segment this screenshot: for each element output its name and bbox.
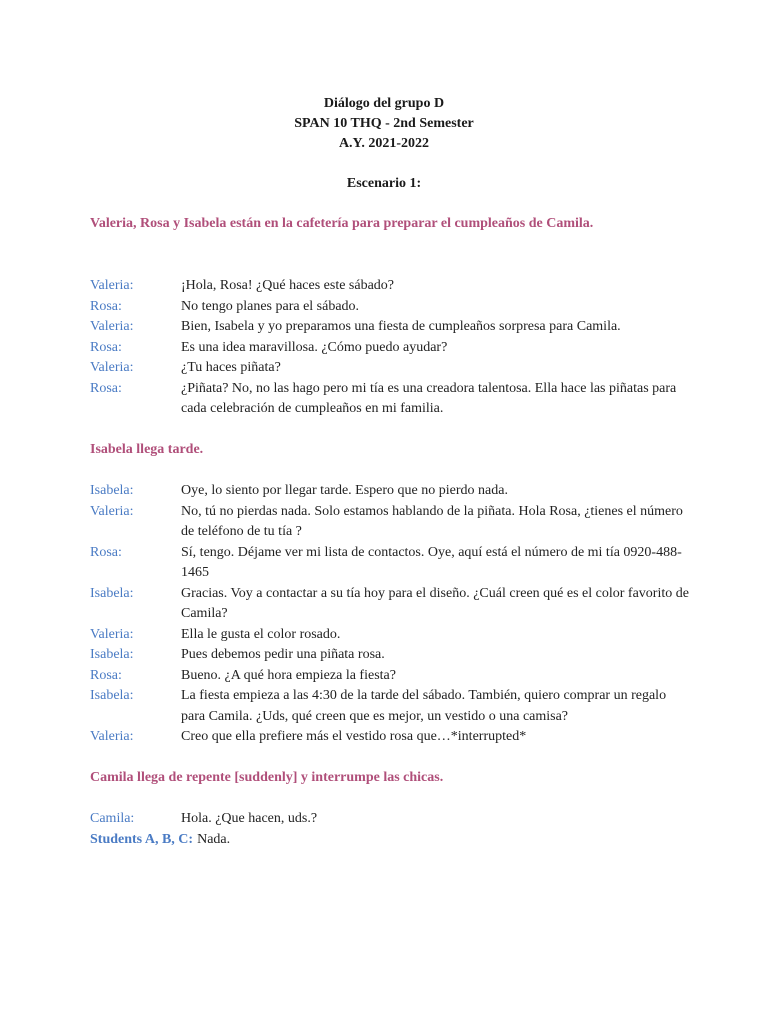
- dialogue-line: [90, 809, 690, 830]
- document-header: [0, 94, 768, 154]
- speaker-label: Isabela:: [90, 688, 134, 703]
- speech-text: Sí, tengo. Déjame ver mi lista de contactos. Oye, aquí está el número de mi tía 0920-488-1465: [181, 544, 682, 580]
- speech-text: Pues debemos pedir una piñata rosa.: [181, 647, 385, 662]
- speaker-label: Valeria:: [90, 729, 134, 744]
- speech-text: Gracias. Voy a contactar a su tía hoy para el diseño. ¿Cuál creen qué es el color favorito de Camila?: [181, 585, 689, 621]
- speech-text: No tengo planes para el sábado.: [181, 298, 360, 314]
- speech-text: Bien, Isabela y yo preparamos una fiesta de cumpleaños sorpresa para Camila.: [181, 319, 621, 334]
- dialogue-line: [90, 338, 690, 359]
- dialogue-line: [90, 379, 690, 420]
- speaker-label: Valeria:: [90, 319, 134, 334]
- dialogue-line: [90, 502, 690, 543]
- speaker-label: Rosa:: [90, 544, 122, 560]
- dialogue-line: [90, 358, 690, 379]
- speech-text: La fiesta empieza a las 4:30 de la tarde del sábado. También, quiero comprar un regalo para Camila. ¿Uds, qué creen que es mejor, un vestido o una camisa?: [181, 688, 667, 724]
- speech-text: Nada.: [197, 831, 231, 847]
- speaker-label: Isabela:: [90, 585, 134, 601]
- speech-text: ¡Hola, Rosa! ¿Qué haces este sábado?: [181, 278, 395, 293]
- stage-direction: Camila llega de repente [suddenly] y interrumpe las chicas.: [90, 770, 444, 785]
- speaker-label: Isabela:: [90, 647, 134, 662]
- scenario-heading: Escenario 1:: [346, 176, 422, 191]
- dialogue-line: [90, 666, 690, 687]
- course-name: SPAN 10 THQ - 2nd Semester: [294, 116, 474, 131]
- speaker-label: Valeria:: [90, 278, 134, 293]
- speaker-label: Valeria:: [90, 626, 134, 642]
- dialogue-block-2: [90, 481, 690, 748]
- dialogue-line: [90, 625, 690, 646]
- document-title: Diálogo del grupo D: [323, 96, 445, 111]
- academic-year: A.Y. 2021-2022: [338, 136, 430, 151]
- speaker-label: Camila:: [90, 811, 135, 826]
- dialogue-line: [90, 317, 690, 338]
- speech-text: Hola. ¿Que hacen, uds.?: [181, 811, 318, 826]
- dialogue-line: [90, 543, 690, 584]
- speaker-label: Valeria:: [90, 360, 134, 375]
- stage-direction: Isabela llega tarde.: [90, 442, 204, 457]
- speaker-label: Rosa:: [90, 339, 122, 355]
- dialogue-line: [90, 830, 690, 851]
- dialogue-block-3: [90, 809, 690, 850]
- dialogue-line: [90, 584, 690, 625]
- speech-text: Oye, lo siento por llegar tarde. Espero que no pierdo nada.: [181, 483, 508, 498]
- speaker-label: Valeria:: [90, 503, 134, 519]
- speaker-label: Rosa:: [90, 380, 122, 396]
- dialogue-line: [90, 727, 690, 748]
- speech-text: ¿Tu haces piñata?: [181, 360, 281, 375]
- speech-text: Es una idea maravillosa. ¿Cómo puedo ayudar?: [181, 339, 448, 355]
- dialogue-block-1: [90, 276, 690, 420]
- dialogue-line: [90, 297, 690, 318]
- speech-text: Bueno. ¿A qué hora empieza la fiesta?: [181, 667, 396, 683]
- speaker-label: Isabela:: [90, 483, 134, 498]
- speech-text: Creo que ella prefiere más el vestido rosa que…*interrupted*: [181, 729, 527, 744]
- speaker-label: Students A, B, C:: [90, 831, 194, 847]
- speaker-label: Rosa:: [90, 667, 122, 683]
- dialogue-line: [90, 645, 690, 666]
- stage-direction: Valeria, Rosa y Isabela están en la cafetería para preparar el cumpleaños de Camila.: [90, 216, 594, 231]
- speech-text: ¿Piñata? No, no las hago pero mi tía es una creadora talentosa. Ella hace las piñatas para cada celebración de cumpleaños en mi familia.: [181, 380, 677, 416]
- dialogue-line: [90, 686, 690, 727]
- dialogue-line: [90, 276, 690, 297]
- dialogue-line: [90, 481, 690, 502]
- speech-text: No, tú no pierdas nada. Solo estamos hablando de la piñata. Hola Rosa, ¿tienes el número de teléfono de tu tía ?: [181, 503, 683, 539]
- speaker-label: Rosa:: [90, 298, 122, 314]
- speech-text: Ella le gusta el color rosado.: [181, 626, 341, 642]
